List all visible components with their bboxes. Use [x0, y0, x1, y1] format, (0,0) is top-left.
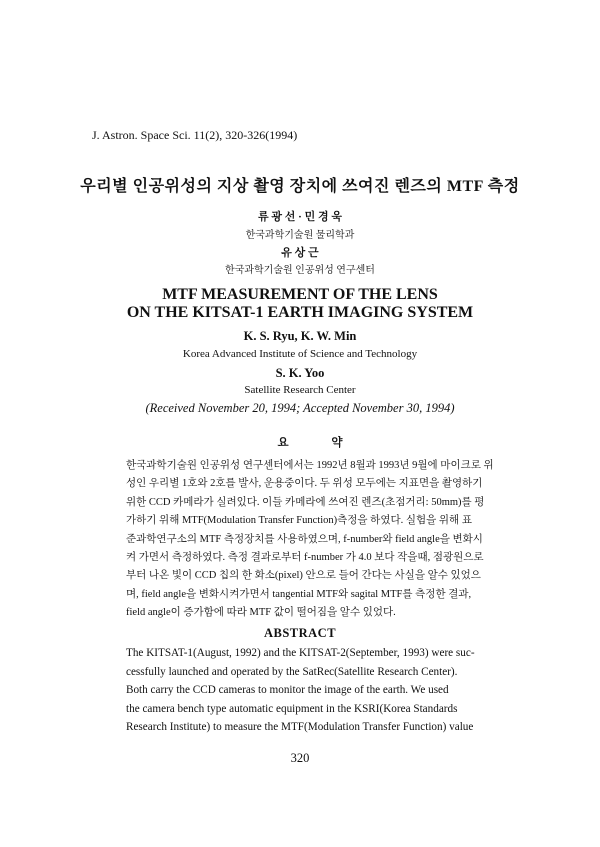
korean-affiliation-1: 한국과학기술원 물리학과	[245, 230, 355, 241]
korean-abstract-line: 가하기 위해 MTF(Modulation Transfer Function)측정을 하였다. 실험을 위해 표	[126, 515, 472, 527]
korean-abstract-heading: 요 약	[277, 437, 363, 449]
abstract-line: the camera bench type automatic equipment in the KSRI(Korea Standards	[126, 702, 458, 715]
english-affiliation-1: Korea Advanced Institute of Science and Technology	[182, 348, 418, 360]
abstract-line: Research Institute) to measure the MTF(Modulation Transfer Function) value	[126, 721, 474, 734]
journal-reference: J. Astron. Space Sci. 11(2), 320-326(1994)	[92, 128, 298, 142]
abstract-heading: ABSTRACT	[263, 626, 337, 640]
abstract-body	[126, 644, 482, 737]
received-dates: (Received November 20, 1994; Accepted November 30, 1994)	[145, 401, 455, 415]
english-title-line-2: ON THE KITSAT-1 EARTH IMAGING SYSTEM	[126, 304, 474, 321]
korean-affiliation-2: 한국과학기술원 인공위성 연구센터	[225, 265, 375, 276]
english-authors-1: K. S. Ryu, K. W. Min	[243, 329, 357, 343]
korean-authors-1: 류 광 선 · 민 경 욱	[258, 211, 342, 223]
abstract-line: The KITSAT-1(August, 1992) and the KITSAT-2(September, 1993) were suc-	[126, 647, 475, 659]
korean-abstract-line: 위한 CCD 카메라가 실려있다. 이들 카메라에 쓰여진 렌즈(초점거리: 50mm)를 평	[126, 496, 485, 508]
korean-abstract-line: field angle이 증가함에 따라 MTF 값이 떨어짐을 알수 있었다.	[126, 607, 396, 619]
korean-title: 우리별 인공위성의 지상 촬영 장치에 쓰여진 렌즈의 MTF 측정	[80, 178, 520, 195]
abstract-line: Both carry the CCD cameras to monitor the image of the earth. We used	[126, 684, 449, 697]
korean-abstract-line: 부터 나온 빛이 CCD 칩의 한 화소(pixel) 안으로 들어 간다는 사실을 알수 있었으	[126, 570, 481, 582]
page-number: 320	[290, 751, 310, 765]
english-authors-2: S. K. Yoo	[275, 366, 325, 380]
korean-abstract-body	[126, 457, 494, 623]
english-affiliation-2: Satellite Research Center	[244, 384, 356, 396]
english-title-line-1: MTF MEASUREMENT OF THE LENS	[162, 286, 438, 303]
korean-authors-2: 유 상 근	[281, 247, 319, 259]
korean-abstract-line: 준과학연구소의 MTF 측정장치를 사용하였으며, f-number와 field angle을 변화시	[126, 533, 483, 545]
abstract-line: cessfully launched and operated by the SatRec(Satellite Research Center).	[126, 665, 458, 678]
korean-abstract-line: 며, field angle을 변화시켜가면서 tangential MTF와 sagital MTF를 측정한 결과,	[126, 588, 472, 600]
korean-abstract-line: 켜 가면서 측정하였다. 측정 결과로부터 f-number 가 4.0 보다 작을때, 점광원으로	[126, 552, 484, 564]
korean-abstract-line: 한국과학기술원 인공위성 연구센터에서는 1992년 8월과 1993년 9월에 마이크로 위	[126, 460, 494, 471]
korean-abstract-line: 성인 우리별 1호와 2호를 발사, 운용중이다. 두 위성 모두에는 지표면을 촬영하기	[126, 478, 483, 490]
